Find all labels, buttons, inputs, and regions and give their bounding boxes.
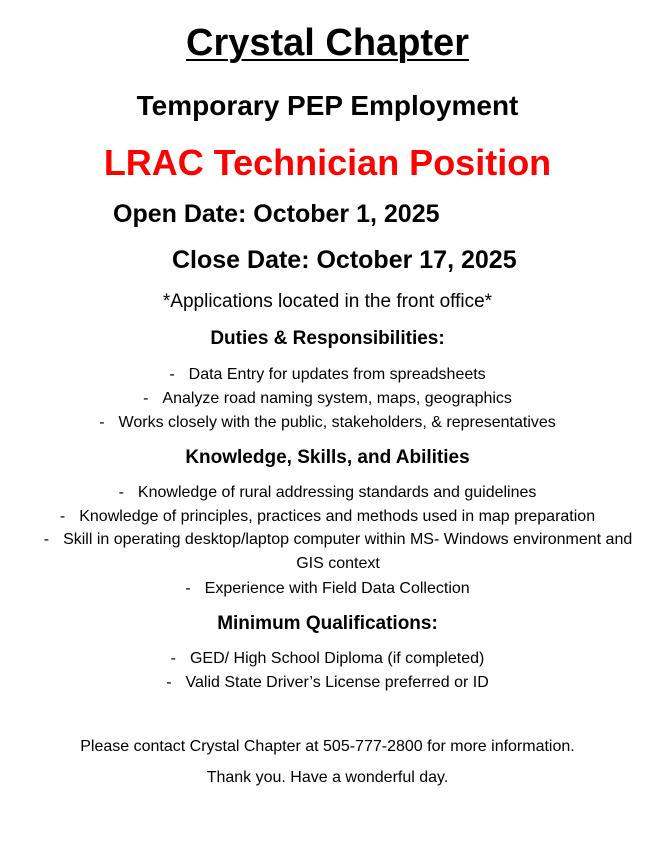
page-title [0, 22, 655, 65]
ksa-item [0, 580, 655, 598]
bullet-dash: - [99, 414, 105, 431]
qualifications-item [0, 674, 655, 692]
bullet-dash: - [166, 674, 172, 691]
ksa-item [0, 484, 655, 502]
duties-heading: Duties & Responsibilities: [210, 328, 445, 349]
ksa-item-text: Knowledge of principles, practices and methods used in map preparation [79, 508, 596, 525]
bullet-dash: - [169, 366, 175, 383]
ksa-heading: Knowledge, Skills, and Abilities [185, 447, 470, 468]
duties-item-text: Analyze road naming system, maps, geographics [162, 390, 512, 407]
close-date: Close Date: October 17, 2025 [172, 246, 517, 274]
bullet-dash: - [59, 508, 66, 525]
subtitle: Temporary PEP Employment [136, 90, 519, 121]
duties-item-text: Works closely with the public, stakeholders, & representatives [118, 414, 556, 431]
ksa-item-text: Skill in operating desktop/laptop computer within MS- Windows environment and GIS context [63, 531, 633, 572]
contact-info: Please contact Crystal Chapter at 505-777-2800 for more information. [80, 738, 575, 755]
qualifications-item [0, 650, 655, 668]
qualifications-item-text: Valid State Driver’s License preferred or ID [185, 674, 489, 691]
applications-note: *Applications located in the front office* [162, 291, 493, 312]
bullet-dash: - [170, 650, 176, 667]
title-text: Crystal Chapter [186, 22, 469, 64]
duties-item-text: Data Entry for updates from spreadsheets [188, 366, 486, 383]
open-date: Open Date: October 1, 2025 [113, 200, 440, 228]
duties-item [0, 390, 655, 408]
bullet-dash: - [118, 484, 124, 501]
bullet-dash: - [143, 390, 149, 407]
ksa-item [0, 508, 655, 526]
duties-item [0, 366, 655, 384]
qualifications-heading: Minimum Qualifications: [217, 613, 438, 634]
ksa-item [28, 528, 648, 576]
duties-item [0, 414, 655, 432]
ksa-item-text: Knowledge of rural addressing standards and guidelines [137, 484, 537, 501]
position-title: LRAC Technician Position [103, 142, 552, 183]
ksa-item-text: Experience with Field Data Collection [204, 580, 470, 597]
bullet-dash: - [185, 580, 191, 597]
qualifications-item-text: GED/ High School Diploma (if completed) [189, 650, 485, 667]
closing-text: Thank you. Have a wonderful day. [206, 769, 449, 786]
bullet-dash: - [43, 531, 50, 548]
